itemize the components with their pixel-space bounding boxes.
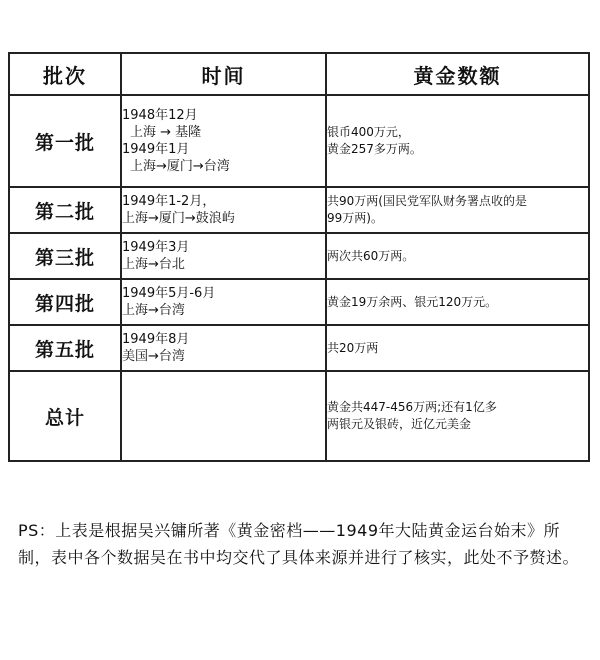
batch-cell: 第二批 [9,187,121,233]
source-note: PS：上表是根据吴兴镛所著《黄金密档——1949年大陆黄金运台始末》所制，表中各个数据吴在书中均交代了具体来源并进行了核实，此处不予赘述。 [18,521,580,567]
amount-line: 两银元及银砖，近亿元美金 [327,417,472,431]
amount-cell [326,233,589,279]
amount-cell [326,95,589,187]
time-cell [121,279,326,325]
time-cell [121,187,326,233]
time-cell [121,95,326,187]
total-amount-cell [326,371,589,461]
amount-line: 99万两)。 [327,211,383,225]
time-line: 上海→台北 [122,257,185,272]
table-row [9,187,589,233]
table-row [9,325,589,371]
table-row [9,233,589,279]
total-time-cell [121,371,326,461]
header-batch: 批次 [9,53,121,95]
time-cell [121,233,326,279]
table-row [9,95,589,187]
table-row [9,279,589,325]
time-line: 上海→厦门→台湾 [130,159,230,174]
batch-cell: 第四批 [9,279,121,325]
time-line: 1949年1-2月， [122,194,216,209]
batch-cell: 第五批 [9,325,121,371]
batch-cell: 第三批 [9,233,121,279]
table-header-row [9,53,589,95]
time-line: 上海→厦门→鼓浪屿 [122,211,235,226]
time-line: 1949年1月 [122,142,190,157]
amount-line: 黄金共447-456万两;还有1亿多 [327,400,497,414]
amount-cell [326,279,589,325]
header-time: 时间 [121,53,326,95]
batch-cell: 第一批 [9,95,121,187]
time-line: 1949年3月 [122,240,190,255]
amount-cell [326,187,589,233]
time-cell [121,325,326,371]
table-total-row [9,371,589,461]
amount-line: 两次共60万两。 [327,248,415,263]
amount-cell [326,325,589,371]
time-line: 上海 → 基隆 [130,125,202,140]
time-line: 1949年5月-6月 [122,286,216,301]
time-line: 1949年8月 [122,332,190,347]
amount-line: 黄金19万余两、银元120万元。 [327,294,498,309]
total-label: 总计 [9,371,121,461]
amount-line: 共90万两(国民党军队财务署点收的是 [327,194,527,208]
amount-line: 银币400万元， [327,125,410,139]
gold-transfer-table [8,52,590,462]
time-line: 1948年12月 [122,108,198,123]
time-line: 美国→台湾 [122,349,185,364]
time-line: 上海→台湾 [122,303,185,318]
amount-line: 黄金257多万两。 [327,142,422,156]
header-gold-amount: 黄金数额 [326,53,589,95]
amount-line: 共20万两 [327,340,379,355]
